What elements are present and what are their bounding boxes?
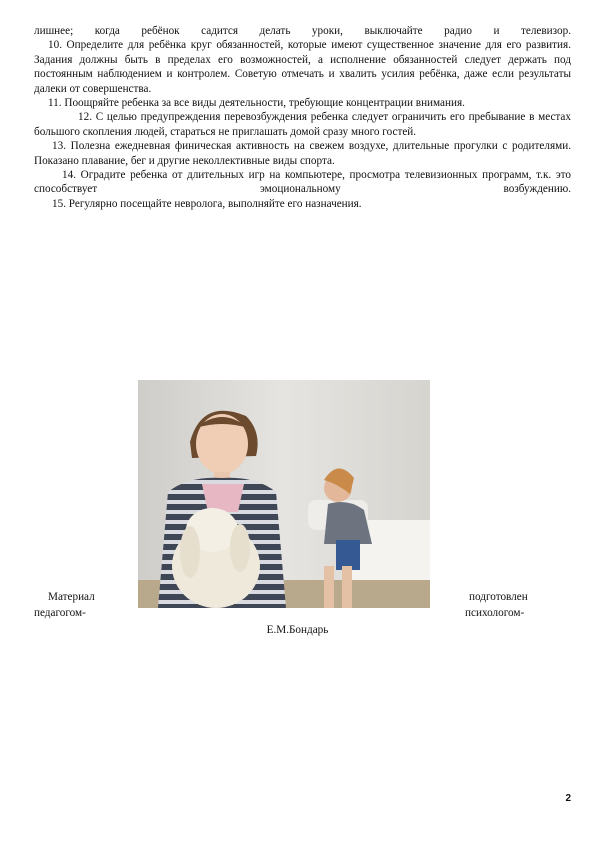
- caption-psychologist: психологом-: [465, 607, 525, 619]
- caption-teacher: педагогом-: [34, 607, 86, 619]
- paragraph-10: 10. Определите для ребёнка круг обязанностей, которые имеют существенное значение для его развития. Задания должны быть в пределах его возможностей, а исполнение обязанностей следует держать под постоянным наблюдением и контролем. Советую отмечать и хвалить усилия ребёнка, даже если результаты далеки от совершенства.: [34, 39, 571, 95]
- caption-left: [34, 589, 134, 621]
- caption-right: [465, 589, 565, 621]
- photo-illustration: [138, 380, 430, 608]
- page-number: 2: [565, 793, 571, 804]
- paragraph-9-end: лишнее; когда ребёнок садится делать уроки, выключайте радио и телевизор.: [34, 25, 571, 37]
- caption-prepared: подготовлен: [469, 591, 528, 603]
- paragraph-13: 13. Полезна ежедневная финическая активность на свежем воздухе, длительные прогулки с родителями. Показано плавание, бег и другие неколлективные виды спорта.: [34, 140, 571, 167]
- paragraph-12: 12. С целью предупреждения перевозбуждения ребенка следует ограничить его пребывание в местах большого скопления людей, стараться не приглашать домой сразу много гостей.: [34, 111, 571, 138]
- caption-author: Е.М.Бондарь: [266, 624, 329, 636]
- photo-child-and-mother: [138, 380, 430, 608]
- paragraph-11: 11. Поощряйте ребенка за все виды деятельности, требующие концентрации внимания.: [48, 97, 465, 110]
- caption-material: Материал: [48, 591, 95, 603]
- body-text: [34, 24, 571, 211]
- paragraph-14: 14. Оградите ребенка от длительных игр на компьютере, просмотра телевизионных программ, т.к. это способствует эмоциональному возбуждению.: [34, 169, 571, 196]
- paragraph-15: 15. Регулярно посещайте невролога, выполняйте его назначения.: [52, 197, 362, 210]
